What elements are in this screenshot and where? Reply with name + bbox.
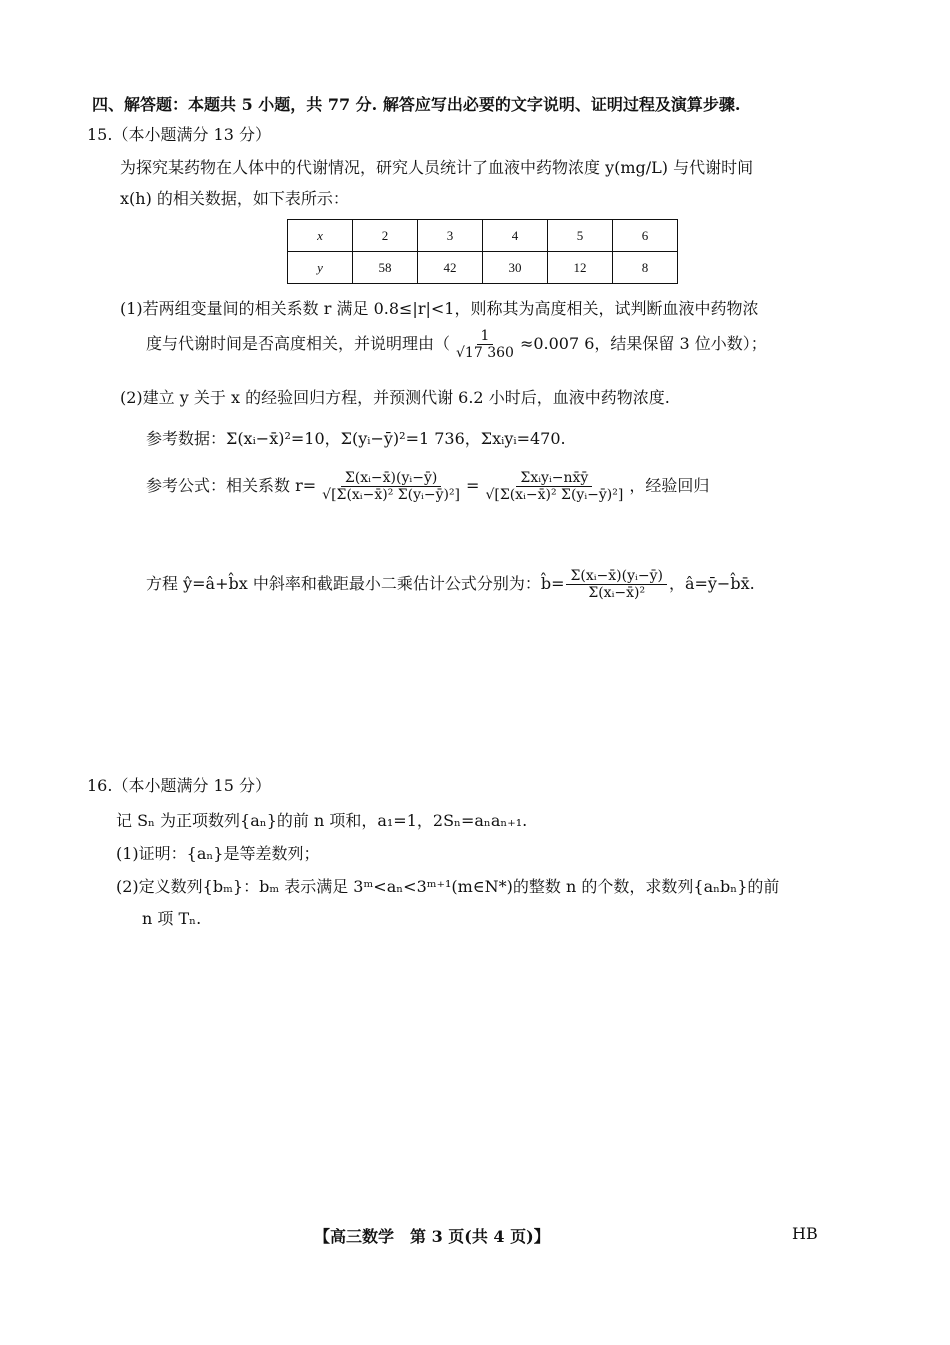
table-cell: 4 (483, 220, 548, 252)
numerator: Σxᵢyᵢ−nx̄ȳ (516, 470, 592, 487)
table-cell: 3 (418, 220, 483, 252)
q15-part1-line1: (1)若两组变量间的相关系数 r 满足 0.8≤|r|<1，则称其为高度相关，试判断血液中药物浓 (120, 299, 759, 318)
denominator: √17 360 (456, 345, 514, 361)
data-table (287, 219, 678, 284)
equals: = (466, 476, 480, 495)
text: ，â=ȳ−b̂x̄. (668, 574, 755, 593)
table-row-y (288, 252, 678, 284)
numerator: Σ(xᵢ−x̄)(yᵢ−ȳ) (341, 470, 441, 487)
q16-part2-line2: n 项 Tₙ. (142, 909, 202, 928)
fraction-r2 (481, 470, 627, 503)
table-cell: 6 (613, 220, 678, 252)
fraction (452, 328, 518, 361)
fraction-b (566, 568, 666, 601)
table-cell: 8 (613, 252, 678, 284)
table-cell: x (288, 220, 353, 252)
q16-part2-line1: (2)定义数列{bₘ}：bₘ 表示满足 3ᵐ<aₙ<3ᵐ⁺¹(m∈N*)的整数 n 的个数，求数列{aₙbₙ}的前 (116, 877, 780, 896)
text: 度与代谢时间是否高度相关，并说明理由（ (146, 334, 451, 353)
table-cell: y (288, 252, 353, 284)
q16-part1: (1)证明：{aₙ}是等差数列； (116, 844, 320, 863)
reference-data: 参考数据：Σ(xᵢ−x̄)²=10，Σ(yᵢ−ȳ)²=1 736，Σxᵢyᵢ=470. (146, 429, 566, 448)
page-footer: 【高三数学 第 3 页(共 4 页)】 (314, 1227, 550, 1246)
numerator: Σ(xᵢ−x̄)(yᵢ−ȳ) (566, 568, 666, 585)
q15-part1-line2 (146, 328, 767, 361)
text: 方程 ŷ=â+b̂x 中斜率和截距最小二乘估计公式分别为：b̂= (146, 574, 565, 593)
reference-formula-r (146, 470, 709, 503)
footer-code: HB (792, 1224, 818, 1243)
denominator: Σ(xᵢ−x̄)² (588, 585, 646, 601)
section-heading: 四、解答题：本题共 5 小题，共 77 分. 解答应写出必要的文字说明、证明过程及演算步骤. (92, 95, 741, 114)
table-cell: 58 (353, 252, 418, 284)
q15-intro-2: x(h) 的相关数据，如下表所示： (120, 189, 349, 208)
denominator: √[Σ(xᵢ−x̄)² Σ(yᵢ−ȳ)²] (322, 487, 461, 503)
table-cell: 30 (483, 252, 548, 284)
q16-header: 16.（本小题满分 15 分） (87, 776, 271, 795)
q16-intro: 记 Sₙ 为正项数列{aₙ}的前 n 项和，a₁=1，2Sₙ=aₙaₙ₊₁. (116, 811, 528, 830)
numerator: 1 (477, 328, 494, 345)
fraction-r1 (318, 470, 464, 503)
table-cell: 2 (353, 220, 418, 252)
ols-formula (146, 568, 755, 601)
denominator: √[Σ(xᵢ−x̄)² Σ(yᵢ−ȳ)²] (485, 487, 624, 503)
text: ，经验回归 (629, 476, 710, 495)
table-cell: 42 (418, 252, 483, 284)
table-cell: 12 (548, 252, 613, 284)
table-row-x (288, 220, 678, 252)
text: 参考公式：相关系数 r= (146, 476, 317, 495)
q15-header: 15.（本小题满分 13 分） (87, 125, 271, 144)
text: ≈0.007 6，结果保留 3 位小数）； (519, 334, 767, 353)
table-cell: 5 (548, 220, 613, 252)
q15-part2: (2)建立 y 关于 x 的经验回归方程，并预测代谢 6.2 小时后，血液中药物浓度. (120, 388, 670, 407)
q15-intro-1: 为探究某药物在人体中的代谢情况，研究人员统计了血液中药物浓度 y(mg/L) 与代谢时间 (120, 158, 754, 177)
